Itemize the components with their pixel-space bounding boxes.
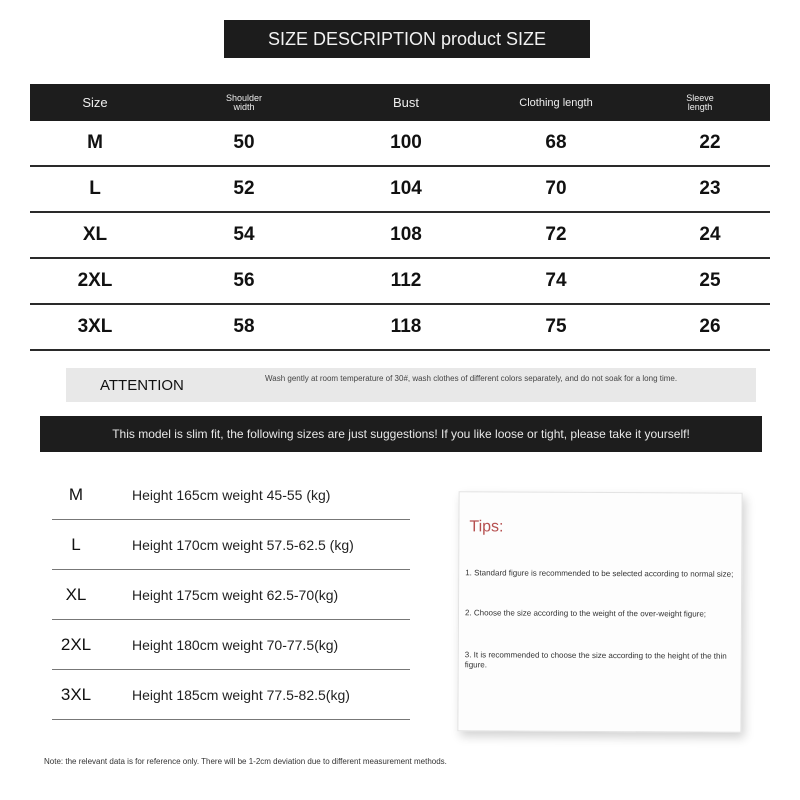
- size-table: [30, 84, 770, 351]
- rec-size: XL: [65, 584, 87, 604]
- cell-shoulder: 54: [233, 224, 255, 245]
- tip-item: 2. Choose the size according to the weight of the over-weight figure;: [464, 608, 707, 619]
- cell-length: 72: [545, 224, 567, 245]
- cell-length: 70: [545, 178, 567, 199]
- cell-size: XL: [82, 224, 108, 245]
- cell-sleeve: 23: [699, 178, 721, 199]
- rec-text: Height 180cm weight 70-77.5(kg): [132, 636, 339, 653]
- list-item: [52, 470, 410, 520]
- page-title: SIZE DESCRIPTION product SIZE: [224, 20, 590, 58]
- list-item: [52, 520, 410, 570]
- cell-sleeve: 26: [699, 316, 721, 337]
- table-row: [30, 213, 770, 259]
- tip-item: 3. It is recommended to choose the size according to the height of the thin figure.: [464, 650, 727, 670]
- attention-text: Wash gently at room temperature of 30#, wash clothes of different colors separately, and do not soak for a long time.: [265, 374, 678, 383]
- cell-bust: 108: [390, 224, 422, 245]
- attention-box: [66, 368, 756, 402]
- attention-label: ATTENTION: [100, 377, 184, 394]
- tips-card: [457, 491, 742, 732]
- cell-size: M: [87, 132, 103, 153]
- header-bust: Bust: [392, 95, 419, 110]
- rec-size: M: [68, 484, 84, 504]
- cell-size: 2XL: [77, 270, 113, 291]
- cell-shoulder: 52: [233, 178, 255, 199]
- list-item: [52, 620, 410, 670]
- reference-note: Note: the relevant data is for reference only. There will be 1-2cm deviation due to different measurement methods.: [44, 757, 447, 766]
- rec-text: Height 175cm weight 62.5-70(kg): [132, 586, 339, 603]
- tips-title: Tips:: [469, 518, 504, 536]
- table-row: [30, 121, 770, 167]
- tip-item: 1. Standard figure is recommended to be selected according to normal size;: [465, 568, 734, 579]
- list-item: [52, 570, 410, 620]
- cell-shoulder: 56: [233, 270, 255, 291]
- rec-text: Height 185cm weight 77.5-82.5(kg): [132, 686, 350, 703]
- header-size: Size: [82, 95, 108, 110]
- cell-sleeve: 24: [699, 224, 721, 245]
- cell-sleeve: 22: [699, 132, 721, 153]
- cell-length: 75: [545, 316, 567, 337]
- table-row: [30, 167, 770, 213]
- rec-text: Height 170cm weight 57.5-62.5 (kg): [132, 536, 354, 553]
- rec-text: Height 165cm weight 45-55 (kg): [132, 486, 331, 503]
- cell-length: 68: [545, 132, 567, 153]
- cell-bust: 104: [390, 178, 422, 199]
- header-sleeve-length: Sleeve length: [686, 92, 714, 112]
- table-row: [30, 259, 770, 305]
- table-row: [30, 305, 770, 351]
- size-recommendations: [52, 470, 410, 720]
- cell-shoulder: 50: [233, 132, 255, 153]
- cell-bust: 118: [390, 316, 422, 337]
- cell-length: 74: [545, 270, 567, 291]
- cell-size: L: [89, 178, 101, 199]
- cell-shoulder: 58: [233, 316, 255, 337]
- cell-bust: 112: [390, 270, 422, 291]
- rec-size: 2XL: [60, 634, 92, 654]
- cell-sleeve: 25: [699, 270, 721, 291]
- rec-size: L: [71, 534, 81, 554]
- cell-bust: 100: [390, 132, 422, 153]
- table-header: [30, 84, 770, 121]
- header-shoulder-width: Shoulder width: [225, 92, 263, 112]
- cell-size: 3XL: [77, 316, 113, 337]
- header-clothing-length: Clothing length: [519, 96, 593, 109]
- fit-notice-banner: This model is slim fit, the following sizes are just suggestions! If you like loose or tight, please take it yourself!: [40, 416, 762, 452]
- list-item: [52, 670, 410, 720]
- rec-size: 3XL: [60, 684, 92, 704]
